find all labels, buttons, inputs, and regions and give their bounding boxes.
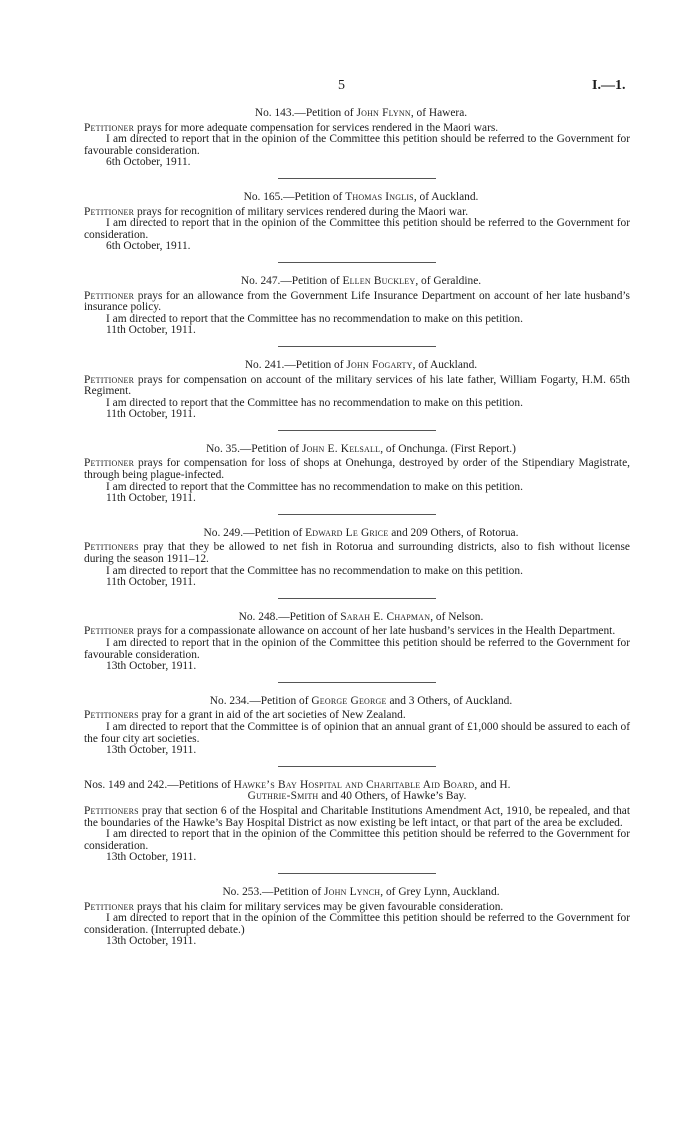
petition-prayer: Petitioner prays for more adequate compensation for services rendered in the Maori wars.: [84, 121, 499, 134]
petitioner-name: Hawke’s Bay Hospital and Charitable Aid Board: [233, 778, 475, 791]
petitioner-name: John Fogarty: [346, 358, 413, 371]
report-date: 6th October, 1911.: [106, 240, 191, 253]
document-reference: I.—1.: [592, 78, 626, 93]
petition-prayer: Petitioner prays for compensation on account of the military services of his late father, William Fogarty, H.M. 65th Regiment.: [84, 373, 630, 398]
petition-prayer: Petitioner prays that his claim for military services may be given favourable consideration.: [84, 900, 504, 913]
petition-prayer: Petitioners pray that section 6 of the Hospital and Charitable Institutions Amendment Act, 1910, be repealed, and that the boundaries of the Hawke’s Bay Hospital District as now existing be left intact, or that part of the area be excluded.: [84, 804, 630, 829]
petitioner-name: Thomas Inglis: [345, 190, 414, 203]
page-number: 5: [338, 78, 345, 93]
petition-title: No. 234.—Petition of George George and 3 Others, of Auckland.: [209, 694, 513, 707]
petition-entry: [84, 612, 630, 673]
petition-title: No. 253.—Petition of John Lynch, of Grey Lynn, Auckland.: [222, 885, 500, 898]
section-divider: [278, 262, 436, 263]
petition-list: [84, 108, 630, 948]
section-divider: [278, 514, 436, 515]
report-date: 13th October, 1911.: [106, 935, 197, 948]
committee-report: I am directed to report that in the opinion of the Committee this petition should be referred to the Government for consideration.: [84, 828, 630, 852]
section-divider: [278, 178, 436, 179]
report-date: 13th October, 1911.: [106, 744, 197, 757]
section-divider: [278, 598, 436, 599]
committee-report: I am directed to report that in the opinion of the Committee this petition should be referred to the Government for consideration. (Interrupted debate.): [84, 912, 630, 936]
committee-report: I am directed to report that the Committee has no recommendation to make on this petition.: [106, 396, 523, 409]
petition-entry: [84, 528, 630, 589]
petition-prayer: Petitioner prays for compensation for loss of shops at Onehunga, destroyed by order of the Stipendiary Magistrate, through being plague-infected.: [84, 457, 630, 482]
section-divider: [278, 766, 436, 767]
petitioner-name: John E. Kelsall: [301, 442, 381, 455]
section-divider: [278, 682, 436, 683]
petition-entry: [84, 192, 630, 253]
petition-title: No. 143.—Petition of John Flynn, of Hawera.: [254, 107, 468, 119]
petitioner-name: Guthrie-Smith: [247, 790, 319, 803]
petitioner-name: Edward Le Grice: [305, 526, 389, 539]
report-date: 6th October, 1911.: [106, 156, 191, 169]
petition-entry: [84, 444, 630, 505]
section-divider: [278, 346, 436, 347]
committee-report: I am directed to report that the Committee has no recommendation to make on this petition.: [106, 564, 523, 577]
section-divider: [278, 430, 436, 431]
report-date: 11th October, 1911.: [106, 408, 196, 421]
petition-entry: [84, 360, 630, 421]
petition-prayer: Petitioners pray for a grant in aid of the art societies of New Zealand.: [84, 709, 406, 722]
petition-title: No. 165.—Petition of Thomas Inglis, of Auckland.: [243, 190, 479, 203]
petitioner-name: John Flynn: [356, 107, 411, 119]
petition-title: No. 35.—Petition of John E. Kelsall, of Onchunga. (First Report.): [206, 442, 516, 455]
petition-entry: [84, 780, 630, 864]
petition-title: No. 241.—Petition of John Fogarty, of Auckland.: [244, 358, 478, 371]
committee-report: I am directed to report that the Committee has no recommendation to make on this petition.: [106, 312, 523, 325]
petition-entry: [84, 696, 630, 757]
petition-title: Nos. 149 and 242.—Petitions of Hawke’s Bay Hospital and Charitable Aid Board, and H. Guthrie-Smith and 40 Others, of Hawke’s Bay.: [84, 778, 511, 803]
petitioner-name: Ellen Buckley: [342, 274, 416, 287]
page-header: [0, 80, 700, 96]
petition-prayer: Petitioner prays for recognition of military services rendered during the Maori war.: [84, 205, 469, 218]
report-date: 11th October, 1911.: [106, 324, 196, 337]
petition-title: No. 249.—Petition of Edward Le Grice and 209 Others, of Rotorua.: [203, 526, 519, 539]
report-date: 13th October, 1911.: [106, 660, 197, 673]
petition-entry: [84, 276, 630, 337]
petitioner-name: Sarah E. Chapman: [340, 610, 431, 623]
petition-entry: [84, 887, 630, 948]
petition-prayer: Petitioners pray that they be allowed to net fish in Rotorua and surrounding districts, also to fish without license during the season 1911–12.: [84, 541, 630, 566]
report-date: 13th October, 1911.: [106, 851, 197, 864]
committee-report: I am directed to report that in the opinion of the Committee this petition should be referred to the Government for consideration.: [84, 217, 630, 241]
petition-title: No. 248.—Petition of Sarah E. Chapman, of Nelson.: [238, 610, 484, 623]
section-divider: [278, 873, 436, 874]
petitioner-name: John Lynch: [324, 885, 381, 898]
petition-entry: [84, 108, 630, 169]
committee-report: I am directed to report that the Committee is of opinion that an annual grant of £1,000 should be assured to each of the four city art societies.: [84, 720, 630, 745]
petition-title: No. 247.—Petition of Ellen Buckley, of Geraldine.: [240, 274, 482, 287]
report-date: 11th October, 1911.: [106, 576, 196, 589]
petition-prayer: Petitioner prays for an allowance from the Government Life Insurance Department on account of her late husband’s insurance policy.: [84, 289, 630, 314]
committee-report: I am directed to report that the Committee has no recommendation to make on this petition.: [106, 480, 523, 493]
report-date: 11th October, 1911.: [106, 492, 196, 505]
committee-report: I am directed to report that in the opinion of the Committee this petition should be referred to the Government for favourable consideration.: [84, 637, 630, 661]
petitioner-name: George George: [311, 694, 387, 707]
committee-report: I am directed to report that in the opinion of the Committee this petition should be referred to the Government for favourable consideration.: [84, 133, 630, 157]
petition-prayer: Petitioner prays for a compassionate allowance on account of her late husband’s services in the Health Department.: [84, 625, 616, 638]
